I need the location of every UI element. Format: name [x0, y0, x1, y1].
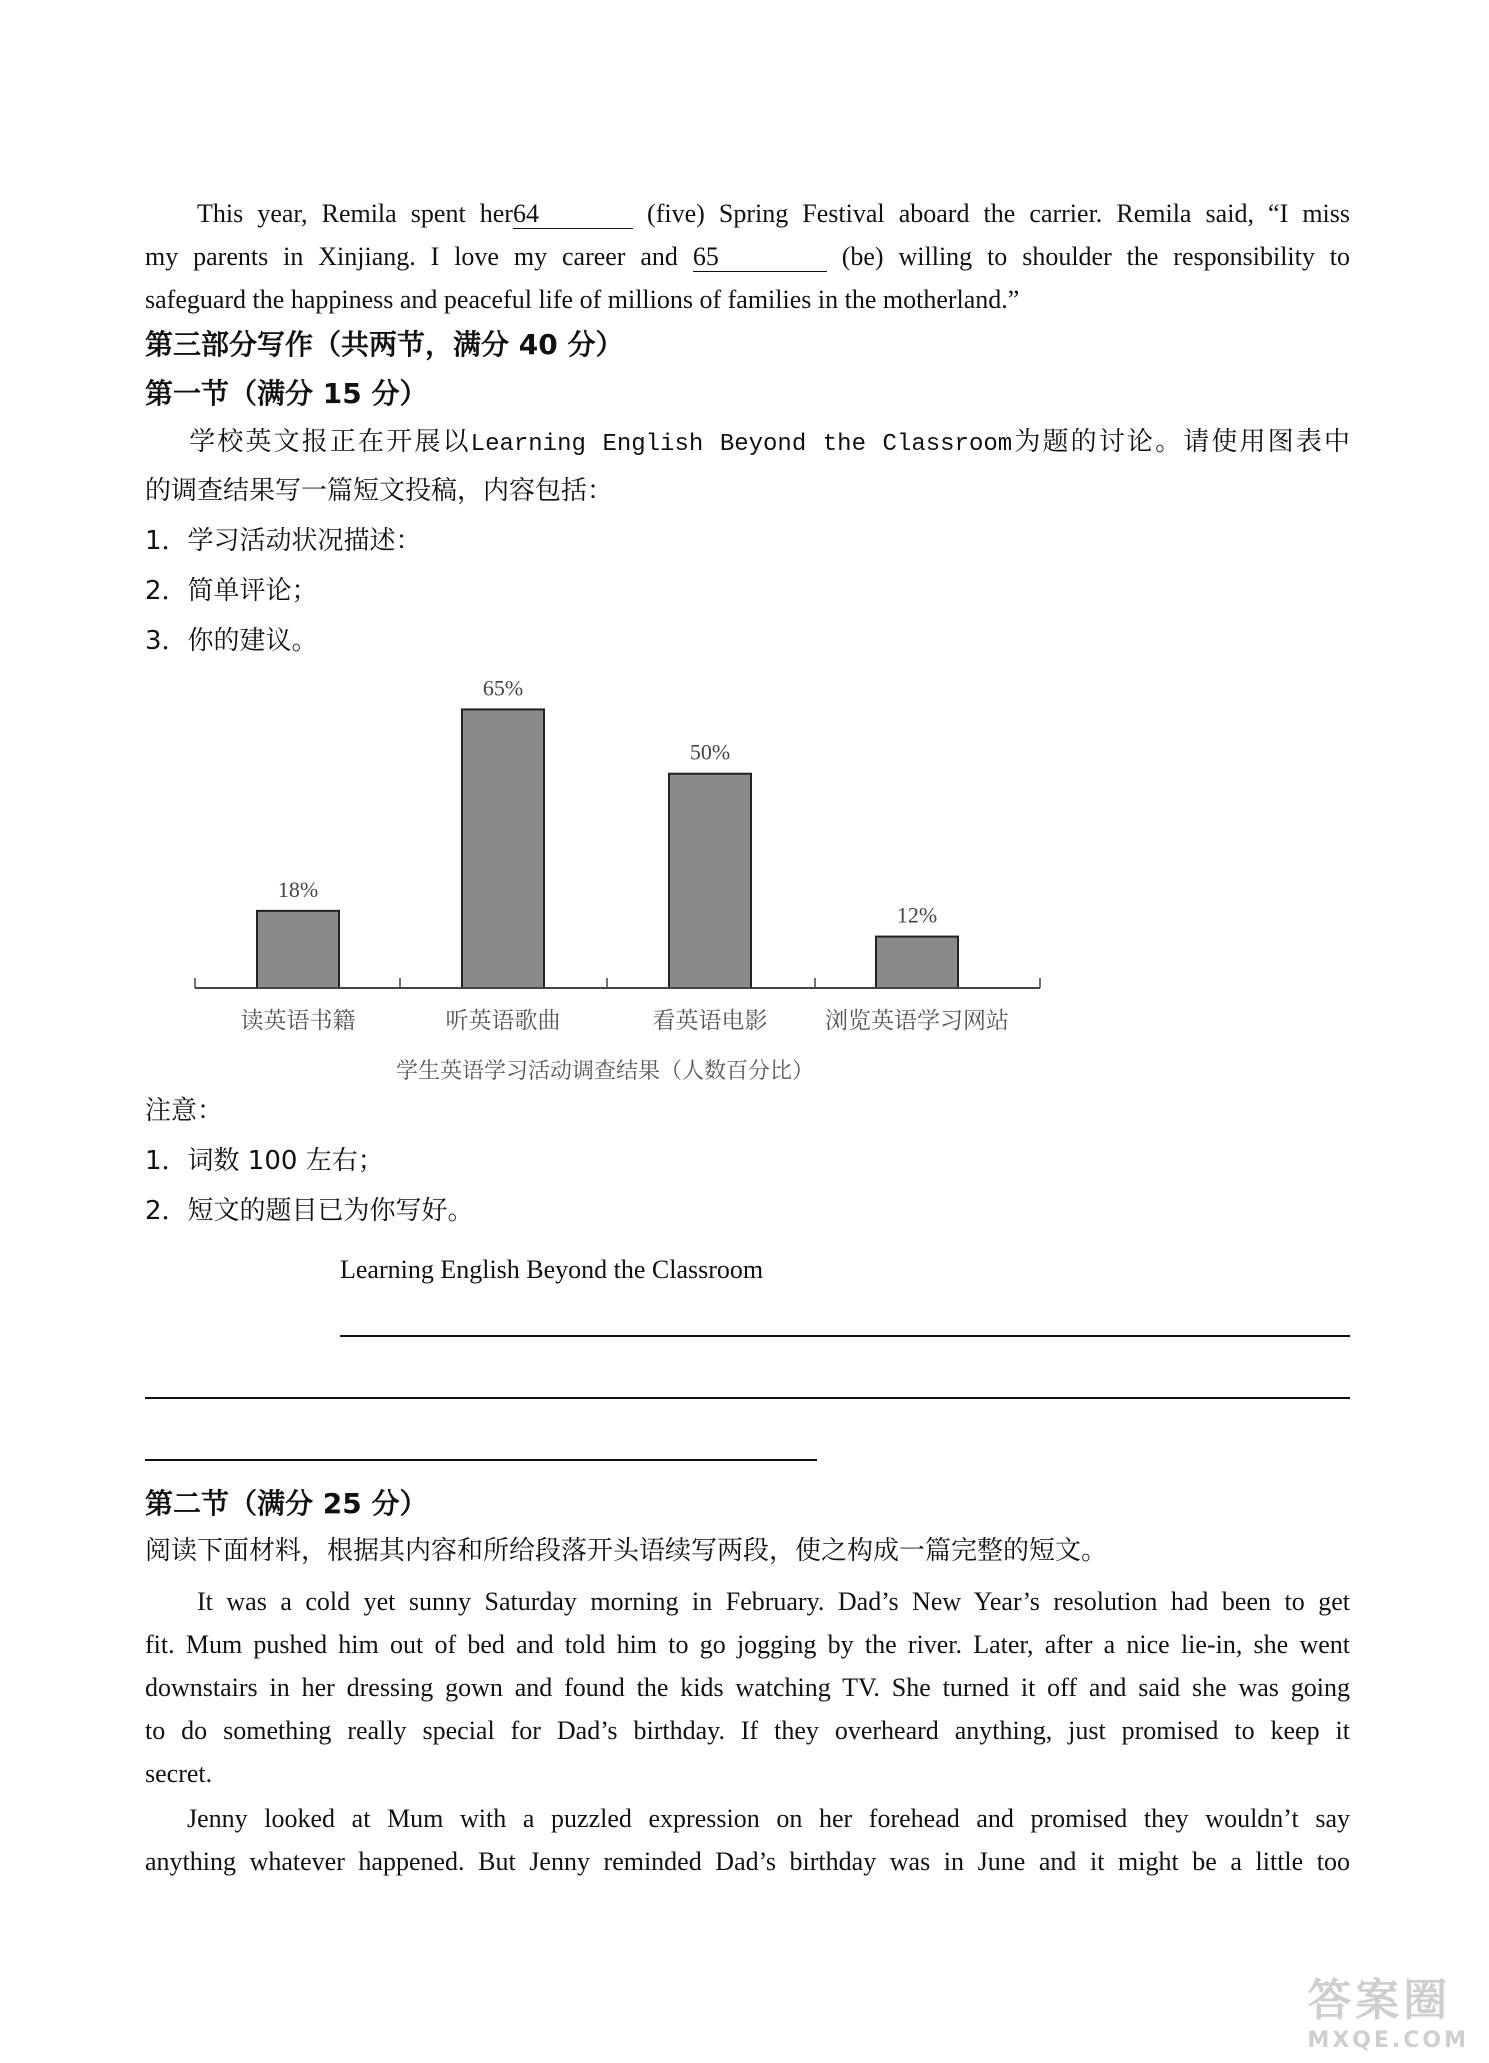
- blank-64[interactable]: 64: [513, 200, 633, 229]
- writing-line[interactable]: [145, 1397, 1350, 1399]
- section2-instruction: 阅读下面材料，根据其内容和所给段落开头语续写两段，使之构成一篇完整的短文。: [145, 1536, 1108, 1566]
- bar: [876, 937, 958, 988]
- section2-heading: 第二节（满分 25 分）: [145, 1487, 428, 1520]
- watermark-logo: 答案圈 MXQE.COM: [1307, 1975, 1469, 2053]
- section1-intro-line1: 学校英文报正在开展以Learning English Beyond the Classroom为题的讨论。请使用图表中: [187, 427, 1350, 458]
- note-item: 1．词数 100 左右；: [145, 1146, 384, 1176]
- category-label: 读英语书籍: [240, 1008, 356, 1034]
- part3-heading: 第三部分写作（共两节，满分 40 分）: [145, 328, 624, 361]
- category-label: 听英语歌曲: [445, 1008, 561, 1034]
- passage2-line: fit. Mum pushed him out of bed and told him to go jogging by the river. Later, after a nice lie-in, she went: [145, 1630, 1350, 1659]
- bar: [257, 911, 339, 988]
- bar-value-label: 12%: [896, 902, 938, 928]
- passage3-line: Jenny looked at Mum with a puzzled expression on her forehead and promised they wouldn’t say: [187, 1804, 1350, 1833]
- section1-heading: 第一节（满分 15 分）: [145, 377, 428, 410]
- writing-line[interactable]: [145, 1459, 817, 1461]
- chart-title: 学生英语学习活动调查结果（人数百分比）: [395, 1059, 815, 1084]
- bar-value-label: 50%: [689, 739, 731, 765]
- note-item: 2．短文的题目已为你写好。: [145, 1196, 474, 1226]
- section1-intro-line2: 的调查结果写一篇短文投稿，内容包括：: [145, 476, 614, 506]
- passage1-text: (five) Spring Festival aboard the carrier. Remila said, “I miss: [647, 199, 1351, 228]
- bar: [462, 709, 544, 988]
- bar-value-label: 18%: [277, 876, 319, 902]
- blank-65[interactable]: 65: [693, 243, 827, 272]
- passage1-text: This year, Remila spent her: [197, 199, 513, 228]
- passage1-text: my parents in Xinjiang. I love my career and: [145, 242, 678, 271]
- bar-value-label: 65%: [482, 675, 524, 701]
- passage1-line1: [145, 192, 1350, 235]
- essay-title: Learning English Beyond the Classroom: [340, 1255, 764, 1284]
- passage2-line: to do something really special for Dad’s birthday. If they overheard anything, just promised to keep it: [145, 1716, 1350, 1745]
- requirement-item: 3．你的建议。: [145, 626, 318, 656]
- passage2-line: downstairs in her dressing gown and found the kids watching TV. She turned it off and said she was going: [145, 1673, 1350, 1702]
- notes-title: 注意：: [145, 1096, 224, 1126]
- survey-bar-chart: [0, 660, 1100, 1100]
- passage1-line2: [145, 235, 1350, 278]
- passage3-line: anything whatever happened. But Jenny reminded Dad’s birthday was in June and it might be a little too: [145, 1847, 1350, 1876]
- bar: [669, 774, 751, 988]
- writing-line[interactable]: [340, 1335, 1350, 1337]
- topic-text: Learning English Beyond the Classroom: [470, 431, 1013, 458]
- passage1-text: (be) willing to shoulder the responsibility to: [841, 242, 1350, 271]
- passage2-line: It was a cold yet sunny Saturday morning in February. Dad’s New Year’s resolution had been to get: [197, 1587, 1350, 1616]
- passage1-line3: safeguard the happiness and peaceful life of millions of families in the motherland.”: [145, 285, 1020, 314]
- requirement-item: 1．学习活动状况描述：: [145, 526, 422, 556]
- category-label: 看英语电影: [652, 1008, 768, 1034]
- passage2-line: secret.: [145, 1759, 213, 1788]
- requirement-item: 2．简单评论；: [145, 576, 318, 606]
- category-label: 浏览英语学习网站: [825, 1008, 1009, 1034]
